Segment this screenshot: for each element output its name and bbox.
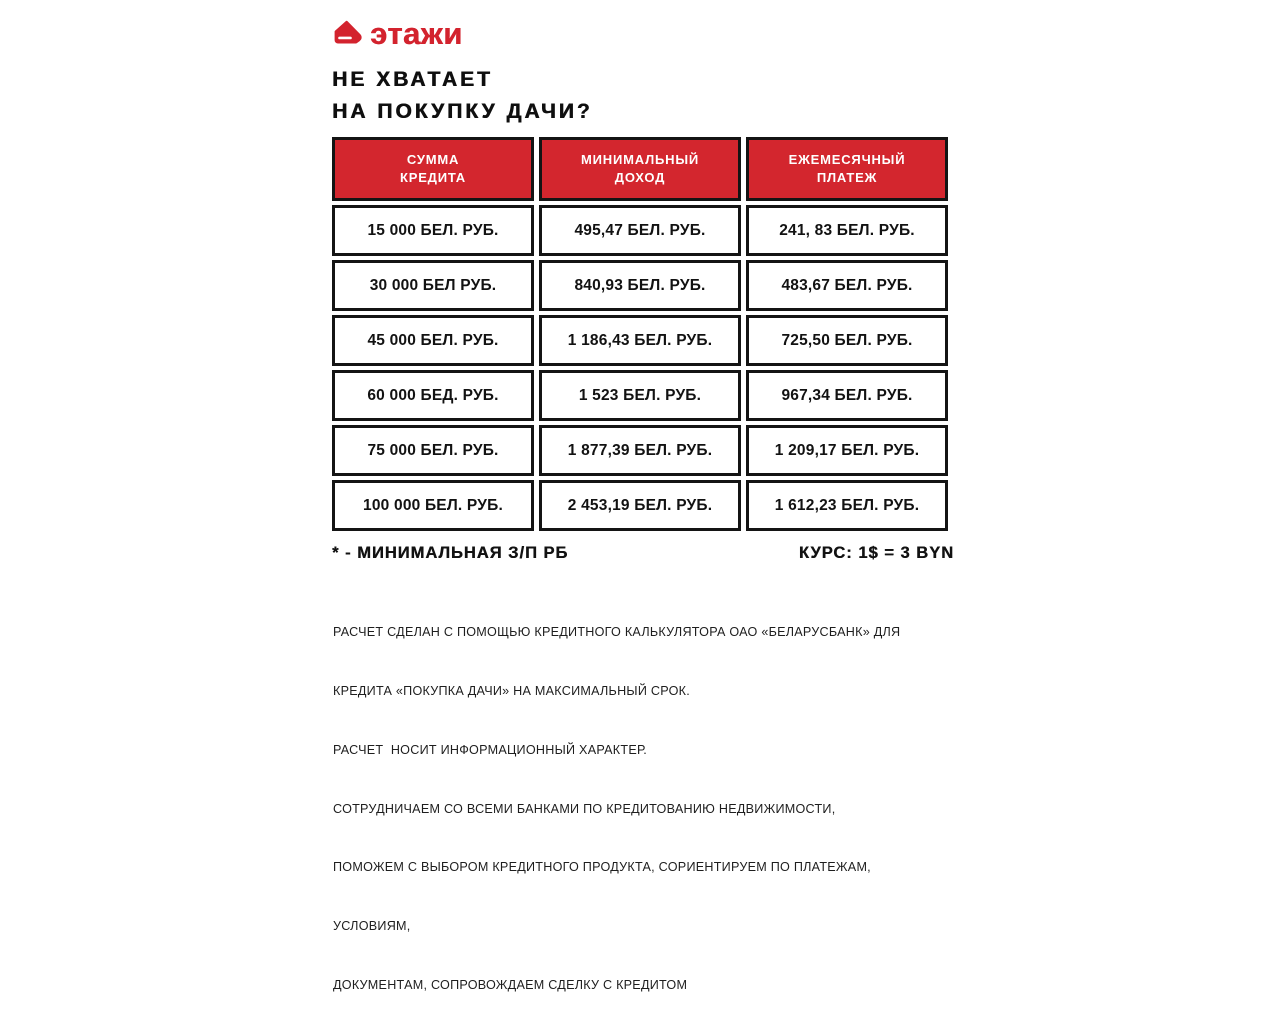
- brand-name: этажи: [370, 16, 463, 51]
- cell-monthly-payment: 1 209,17 БЕЛ. РУБ.: [746, 425, 948, 476]
- table-row: [332, 315, 948, 366]
- table-row: [332, 480, 948, 531]
- cell-min-income: 1 186,43 БЕЛ. РУБ.: [539, 315, 741, 366]
- table-row: [332, 205, 948, 256]
- table-row: [332, 425, 948, 476]
- cell-monthly-payment: 1 612,23 БЕЛ. РУБ.: [746, 480, 948, 531]
- cell-loan-amount: 45 000 БЕЛ. РУБ.: [332, 315, 534, 366]
- cell-min-income: 1 877,39 БЕЛ. РУБ.: [539, 425, 741, 476]
- cell-loan-amount: 100 000 БЕЛ. РУБ.: [332, 480, 534, 531]
- header-loan-amount: СУММА КРЕДИТА: [332, 137, 534, 201]
- cell-monthly-payment: 483,67 БЕЛ. РУБ.: [746, 260, 948, 311]
- headline-line-1: НЕ ХВАТАЕТ: [332, 68, 493, 91]
- cell-loan-amount: 60 000 БЕД. РУБ.: [332, 370, 534, 421]
- cell-min-income: 1 523 БЕЛ. РУБ.: [539, 370, 741, 421]
- header-monthly-payment: ЕЖЕМЕСЯЧНЫЙ ПЛАТЕЖ: [746, 137, 948, 201]
- page-title: [332, 64, 593, 128]
- disclaimer-line: ДОКУМЕНТАМ, СОПРОВОЖДАЕМ СДЕЛКУ С КРЕДИТОМ: [333, 977, 688, 992]
- credit-table: [332, 137, 948, 531]
- disclaimer-line: ПОМОЖЕМ С ВЫБОРОМ КРЕДИТНОГО ПРОДУКТА, СОРИЕНТИРУЕМ ПО ПЛАТЕЖАМ,: [333, 860, 871, 875]
- table-header-row: [332, 137, 948, 201]
- disclaimer-text: [333, 584, 963, 1035]
- header-min-income: МИНИМАЛЬНЫЙ ДОХОД: [539, 137, 741, 201]
- disclaimer-line: РАСЧЕТ НОСИТ ИНФОРМАЦИОННЫЙ ХАРАКТЕР.: [333, 742, 647, 757]
- cell-monthly-payment: 967,34 БЕЛ. РУБ.: [746, 370, 948, 421]
- disclaimer-line: СОТРУДНИЧАЕМ СО ВСЕМИ БАНКАМИ ПО КРЕДИТОВАНИЮ НЕДВИЖИМОСТИ,: [333, 801, 836, 816]
- cell-min-income: 495,47 БЕЛ. РУБ.: [539, 205, 741, 256]
- cell-loan-amount: 75 000 БЕЛ. РУБ.: [332, 425, 534, 476]
- house-icon: [332, 18, 363, 50]
- table-row: [332, 260, 948, 311]
- disclaimer-line: УСЛОВИЯМ,: [333, 919, 411, 934]
- disclaimer-line: КРЕДИТА «ПОКУПКА ДАЧИ» НА МАКСИМАЛЬНЫЙ СРОК.: [333, 683, 690, 698]
- disclaimer-line: РАСЧЕТ СДЕЛАН С ПОМОЩЬЮ КРЕДИТНОГО КАЛЬКУЛЯТОРА ОАО «БЕЛАРУСБАНК» ДЛЯ: [333, 625, 901, 640]
- table-row: [332, 370, 948, 421]
- cell-min-income: 840,93 БЕЛ. РУБ.: [539, 260, 741, 311]
- cell-monthly-payment: 241, 83 БЕЛ. РУБ.: [746, 205, 948, 256]
- headline-line-2: НА ПОКУПКУ ДАЧИ?: [332, 100, 593, 123]
- brand-logo: [332, 17, 463, 51]
- cell-loan-amount: 15 000 БЕЛ. РУБ.: [332, 205, 534, 256]
- notes-row: [332, 544, 954, 563]
- cell-min-income: 2 453,19 БЕЛ. РУБ.: [539, 480, 741, 531]
- content-column: [332, 0, 954, 992]
- asterisk-note: * - МИНИМАЛЬНАЯ З/П РБ: [332, 544, 569, 562]
- cell-monthly-payment: 725,50 БЕЛ. РУБ.: [746, 315, 948, 366]
- exchange-rate-note: КУРС: 1$ = 3 BYN: [798, 544, 954, 562]
- cell-loan-amount: 30 000 БЕЛ РУБ.: [332, 260, 534, 311]
- table-body: [332, 205, 948, 531]
